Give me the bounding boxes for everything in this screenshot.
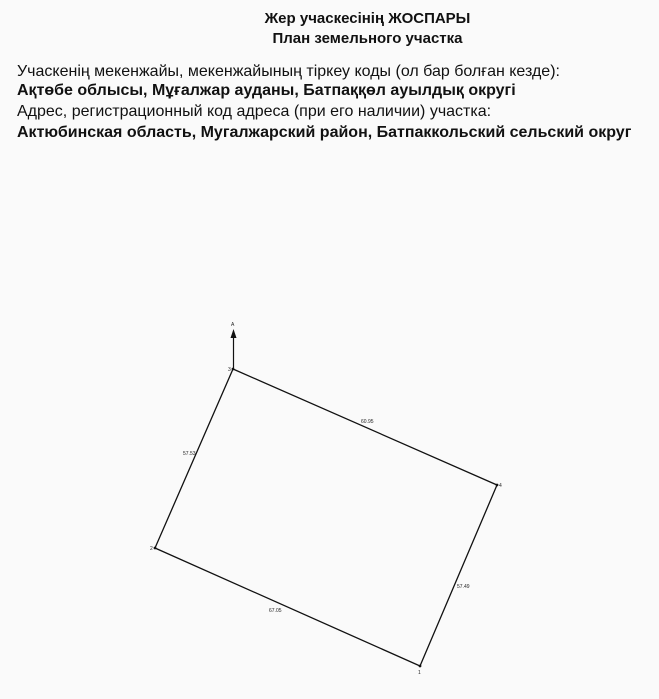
address-label-kz: Учаскенің мекенжайы, мекенжайының тіркеу коды (ол бар болған кезде): [17,63,560,80]
vertex-label: 3 [228,367,231,373]
address-value-ru: Актюбинская область, Мугалжарский район, Батпаккольский сельский округ [17,124,632,141]
vertex-marker [419,665,422,668]
vertex-marker [232,368,235,371]
vertex-marker [154,547,157,550]
north-arrow-icon [231,329,237,368]
north-label: А [231,322,235,328]
address-label-ru: Адрес, регистрационный код адреса (при его наличии) участка: [17,103,492,120]
address-value-kz: Ақтөбе облысы, Мұғалжар ауданы, Батпаққөл ауылдық округі [17,82,516,99]
vertex-label: 4 [499,483,502,489]
edge-length-label: 67.05 [269,608,282,614]
plan-title-kz: Жер учаскесінің ЖОСПАРЫ [264,10,471,27]
edge-length-label: 60.95 [361,419,374,425]
edge-length-label: 57.49 [457,584,470,590]
plot-boundary [155,369,497,666]
vertex-label: 2 [150,546,153,552]
vertex-marker [496,484,499,487]
plan-title-ru: План земельного участка [272,30,463,47]
vertex-label: 1 [418,670,421,676]
edge-length-label: 57.53 [183,451,196,457]
